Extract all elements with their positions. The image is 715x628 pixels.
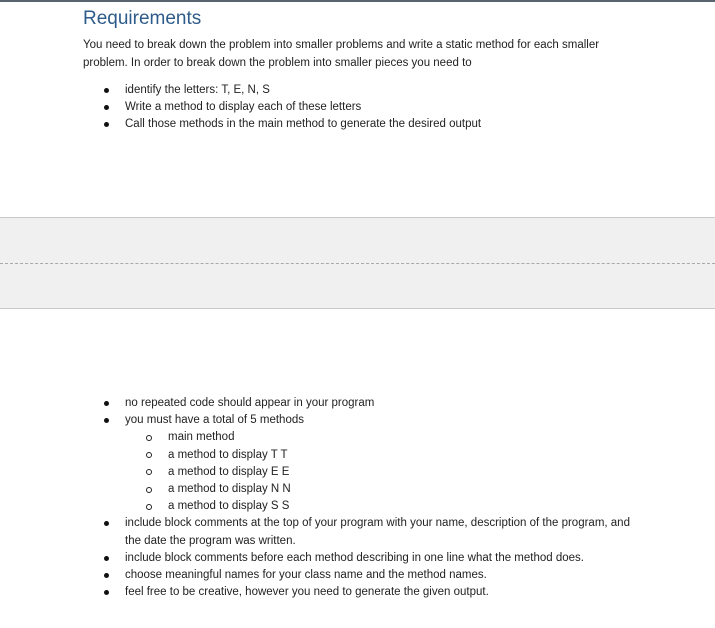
bullet-icon [104,521,109,526]
sublist-item: a method to display T T [125,447,645,464]
list-item: include block comments before each method describing in one line what the method does. [0,550,645,567]
bullet-icon [104,418,109,423]
list-item: Write a method to display each of these letters [0,99,645,116]
circle-bullet-icon [146,504,152,510]
intro-paragraph: You need to break down the problem into smaller problems and write a static method for each smaller problem. In order to break down the problem into smaller pieces you need to [83,39,600,69]
circle-bullet-icon [146,469,152,475]
breakdown-list [0,82,715,134]
list-item: identify the letters: T, E, N, S [0,82,645,99]
page-gap [0,217,715,309]
section-heading: Requirements [83,8,202,29]
list-item: Call those methods in the main method to generate the desired output [0,116,645,133]
page-break-line [0,263,715,264]
sublist-item: a method to display N N [125,481,645,498]
list-item: feel free to be creative, however you need to generate the given output. [0,584,645,601]
bullet-icon [104,401,109,406]
list-item: you must have a total of 5 methods main method a method to display T T a method to display E E a method to display N N a method to display S S [0,412,645,515]
methods-sublist [125,429,645,515]
bullet-icon [104,122,109,127]
sublist-item: main method [125,429,645,446]
list-item: no repeated code should appear in your program [0,395,645,412]
bullet-icon [104,590,109,595]
circle-bullet-icon [146,452,152,458]
list-item: choose meaningful names for your class name and the method names. [0,567,645,584]
sublist-item: a method to display E E [125,464,645,481]
circle-bullet-icon [146,487,152,493]
list-item: include block comments at the top of your program with your name, description of the program, and the date the program was written. [0,515,645,549]
circle-bullet-icon [146,435,152,441]
requirements-list [0,395,715,601]
bullet-icon [104,573,109,578]
bullet-icon [104,556,109,561]
bullet-icon [104,88,109,93]
bullet-icon [104,105,109,110]
sublist-item: a method to display S S [125,498,645,515]
